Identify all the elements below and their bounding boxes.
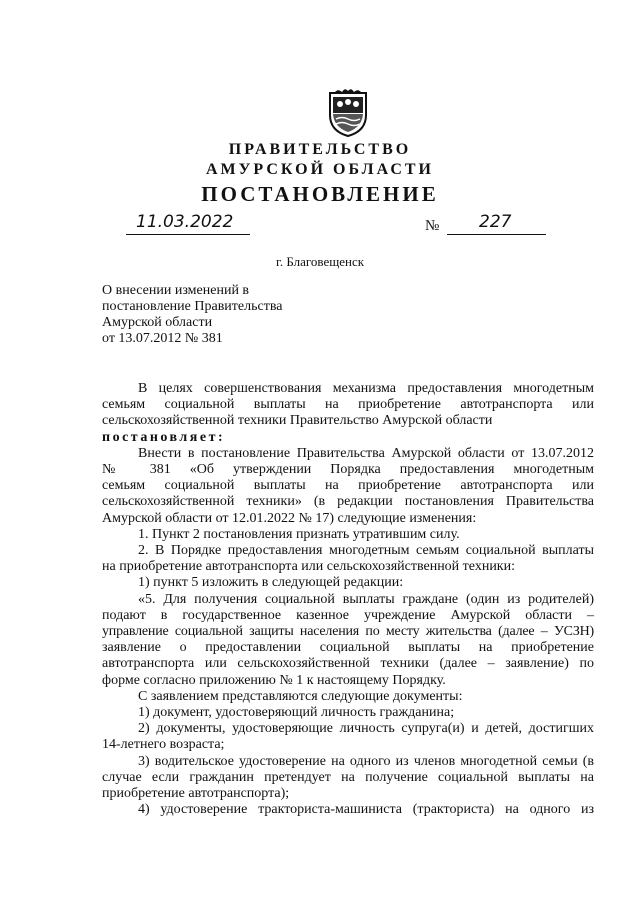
body-line: Внести в постановление Правительства Амурской области от 13.07.2012 (138, 445, 594, 461)
body-line: 1) пункт 5 изложить в следующей редакции: (138, 575, 404, 591)
date-field (126, 214, 250, 235)
body-line: «5. Для получения социальной выплаты граждане (один из родителей) (138, 591, 594, 607)
body-line: семьям социальной выплаты на приобретение автотранспорта или (102, 397, 594, 413)
body-line: сельскохозяйственной техники» (в редакции постановления Правительства (102, 494, 594, 510)
body-line: 2) документы, удостоверяющие личность супруга(и) и детей, достигших (138, 721, 594, 737)
body-line: С заявлением представляются следующие документы: (138, 688, 463, 704)
body-line: форме согласно приложению № 1 к настоящему Порядку. (102, 672, 446, 688)
body-line: семьям социальной выплаты на приобретение автотранспорта или (102, 478, 594, 494)
body-line: В целях совершенствования механизма предоставления многодетным (138, 381, 594, 396)
body-line: автотранспорта или сельскохозяйственной техники (далее – заявление) по (102, 656, 594, 672)
body-line: сельскохозяйственной техники Правительство Амурской области (102, 413, 493, 429)
number-field (447, 214, 546, 235)
number-prefix: № (425, 218, 440, 234)
body-line: приобретение автотранспорта); (102, 786, 290, 802)
body-line: 3) водительское удостоверение на одного из членов многодетной семьи (в (138, 753, 594, 769)
body-line: на приобретение автотранспорта или сельскохозяйственной техники: (102, 559, 515, 575)
body-line: 14-летнего возраста; (102, 737, 225, 753)
subject-line: постановление Правительства (102, 299, 283, 314)
document-body (102, 381, 594, 818)
document-type-title: ПОСТАНОВЛЕНИЕ (201, 182, 439, 206)
body-line: 1. Пункт 2 постановления признать утратившим силу. (138, 526, 460, 542)
city-label: г. Благовещенск (275, 254, 365, 269)
subject-block (102, 283, 402, 347)
resolution-keyword: постановляет: (102, 429, 226, 445)
government-name-line1: ПРАВИТЕЛЬСТВО (228, 141, 412, 158)
subject-line: Амурской области (102, 315, 213, 330)
body-line: заявление о предоставлении социальной выплаты на приобретение (102, 640, 594, 656)
body-line: случае если гражданин претендует на получение социальной выплаты на (102, 769, 594, 785)
body-line: Амурской области от 12.01.2022 № 17) следующие изменения: (102, 510, 477, 526)
body-line: 1) документ, удостоверяющий личность гражданина; (138, 705, 455, 721)
number-handwritten: 227 (479, 212, 512, 232)
subject-line: от 13.07.2012 № 381 (102, 331, 223, 346)
subject-line: О внесении изменений в (102, 283, 250, 298)
coat-of-arms-icon (326, 87, 370, 137)
date-handwritten: 11.03.2022 (136, 212, 234, 232)
body-line: управление социальной защиты населения по месту жительства (далее – УСЗН) (102, 624, 594, 640)
body-line: № 381 «Об утверждении Порядка предоставления многодетным (102, 462, 594, 478)
body-line: 4) удостоверение тракториста-машиниста (тракториста) на одного из (138, 802, 594, 818)
body-line: 2. В Порядке предоставления многодетным семьям социальной выплаты (138, 543, 594, 559)
government-name-line2: АМУРСКОЙ ОБЛАСТИ (206, 161, 434, 178)
body-line: подают в государственное казенное учреждение Амурской области – (102, 607, 594, 623)
